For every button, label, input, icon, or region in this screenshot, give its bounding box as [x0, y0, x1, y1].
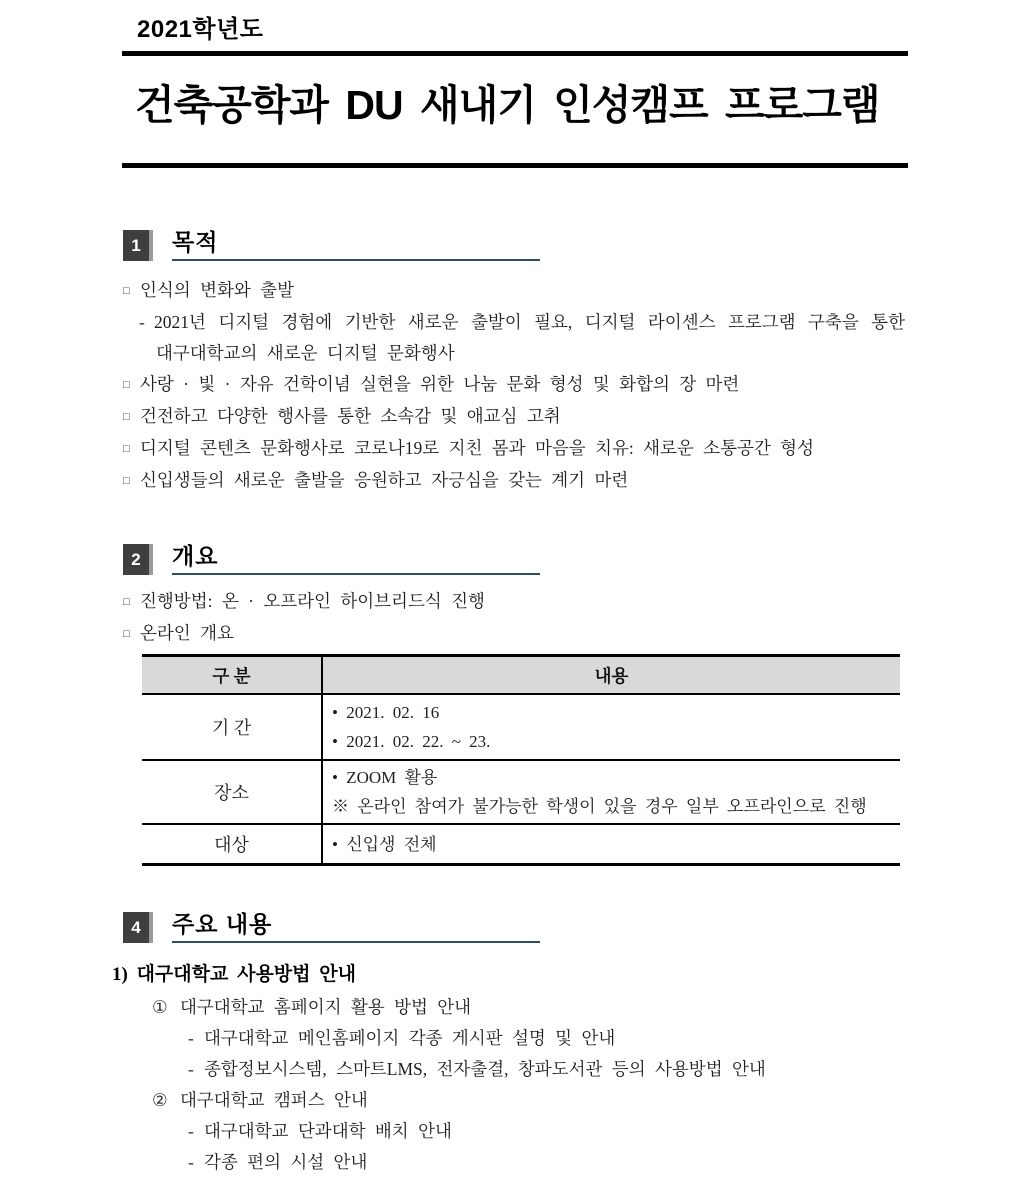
square-bullet-icon: □	[123, 628, 130, 641]
overview-table	[142, 654, 900, 866]
table-row-target	[142, 824, 900, 865]
dash-bullet-icon: -	[188, 1121, 194, 1142]
list-item-text: 디지털 콘텐츠 문화행사로 코로나19로 지친 몸과 마음을 치유: 새로운 소통공간 형성	[140, 438, 814, 459]
bottom-rule	[122, 163, 908, 168]
list-item	[123, 586, 905, 618]
row-content	[322, 760, 900, 824]
list-item-continuation	[123, 338, 905, 369]
list-item-text: 대구대학교 단과대학 배치 안내	[204, 1121, 452, 1142]
table-header-category: 구 분	[142, 656, 322, 695]
row-label: 대상	[142, 824, 322, 865]
subsection-heading: 1) 대구대학교 사용방법 안내	[112, 964, 356, 986]
row-label: 장소	[142, 760, 322, 824]
list-item	[0, 1023, 1019, 1054]
document-page	[0, 16, 1019, 1173]
cell-line: • 2021. 02. 16	[332, 703, 440, 723]
square-bullet-icon: □	[123, 411, 130, 424]
circled-number-icon: ①	[152, 997, 168, 1018]
circled-number-icon: ②	[152, 1090, 168, 1111]
list-item-text: 진행방법: 온 · 오프라인 하이브리드식 진행	[140, 591, 485, 612]
dash-bullet-icon: -	[188, 1028, 194, 1049]
list-item-text: 사랑 · 빛 · 자유 건학이념 실현을 위한 나눔 문화 형성 및 화합의 장 마련	[140, 374, 740, 395]
list-item	[0, 1116, 1019, 1147]
row-label: 기 간	[142, 694, 322, 760]
list-item-text: 종합정보시스템, 스마트LMS, 전자출결, 창파도서관 등의 사용방법 안내	[204, 1059, 766, 1080]
list-item-text: 대구대학교 캠퍼스 안내	[180, 1090, 368, 1111]
list-item-text: 건전하고 다양한 행사를 통한 소속감 및 애교심 고취	[140, 406, 561, 427]
cell-line: • 신입생 전체	[332, 834, 437, 854]
square-bullet-icon: □	[123, 475, 130, 488]
list-item-text: 2021년 디지털 경험에 기반한 새로운 출발이 필요, 디지털 라이센스 프로그램 구축을 통한	[154, 312, 905, 333]
dash-bullet-icon: -	[188, 1152, 194, 1173]
cell-line: • 2021. 02. 22. ~ 23.	[332, 732, 491, 752]
document-title: 건축공학과 DU 새내기 인성캠프 프로그램	[135, 81, 880, 128]
list-item-text: 온라인 개요	[140, 623, 234, 644]
section-number-badge: 4	[123, 912, 153, 943]
dash-bullet-icon: -	[139, 312, 145, 333]
square-bullet-icon: □	[123, 596, 130, 609]
list-item	[123, 618, 905, 650]
purpose-list	[123, 275, 905, 497]
cell-line: ※ 온라인 참여가 불가능한 학생이 있을 경우 일부 오프라인으로 진행	[332, 797, 867, 817]
year-label: 2021학년도	[137, 16, 264, 43]
section-number-badge: 1	[123, 230, 153, 261]
square-bullet-icon: □	[123, 443, 130, 456]
section-heading-text: 개요	[172, 542, 540, 575]
list-item	[123, 433, 905, 465]
list-item-text: 대구대학교 메인홈페이지 각종 게시판 설명 및 안내	[204, 1028, 616, 1049]
section-number-badge: 2	[123, 544, 153, 575]
cell-line: • ZOOM 활용	[332, 768, 438, 788]
list-item-text: 대구대학교의 새로운 디지털 문화행사	[156, 343, 455, 364]
table-header-row	[142, 656, 900, 695]
table-row-period	[142, 694, 900, 760]
dash-bullet-icon: -	[188, 1059, 194, 1080]
section-main-contents-heading	[123, 912, 1019, 943]
list-item-text: 신입생들의 새로운 출발을 응원하고 자긍심을 갖는 계기 마련	[140, 470, 629, 491]
list-item-text: 각종 편의 시설 안내	[204, 1152, 368, 1173]
list-item	[123, 275, 905, 307]
table-header-content: 내용	[322, 656, 900, 695]
overview-list	[123, 586, 905, 650]
list-item-text: 인식의 변화와 출발	[140, 280, 294, 301]
square-bullet-icon: □	[123, 379, 130, 392]
row-content	[322, 824, 900, 865]
list-item	[0, 992, 1019, 1023]
row-content	[322, 694, 900, 760]
main-contents-list	[0, 992, 1019, 1178]
table-row-place	[142, 760, 900, 824]
list-item	[0, 1085, 1019, 1116]
list-item	[0, 1147, 1019, 1178]
list-item	[123, 465, 905, 497]
list-item	[123, 307, 905, 338]
list-item	[123, 401, 905, 433]
list-item-text: 대구대학교 홈페이지 활용 방법 안내	[180, 997, 472, 1018]
section-heading-text: 주요 내용	[172, 910, 540, 943]
list-item	[0, 1054, 1019, 1085]
section-purpose-heading	[123, 230, 1019, 261]
top-rule	[122, 51, 908, 56]
list-item	[123, 369, 905, 401]
square-bullet-icon: □	[123, 285, 130, 298]
section-heading-text: 목적	[172, 228, 540, 261]
section-overview-heading	[123, 544, 1019, 575]
